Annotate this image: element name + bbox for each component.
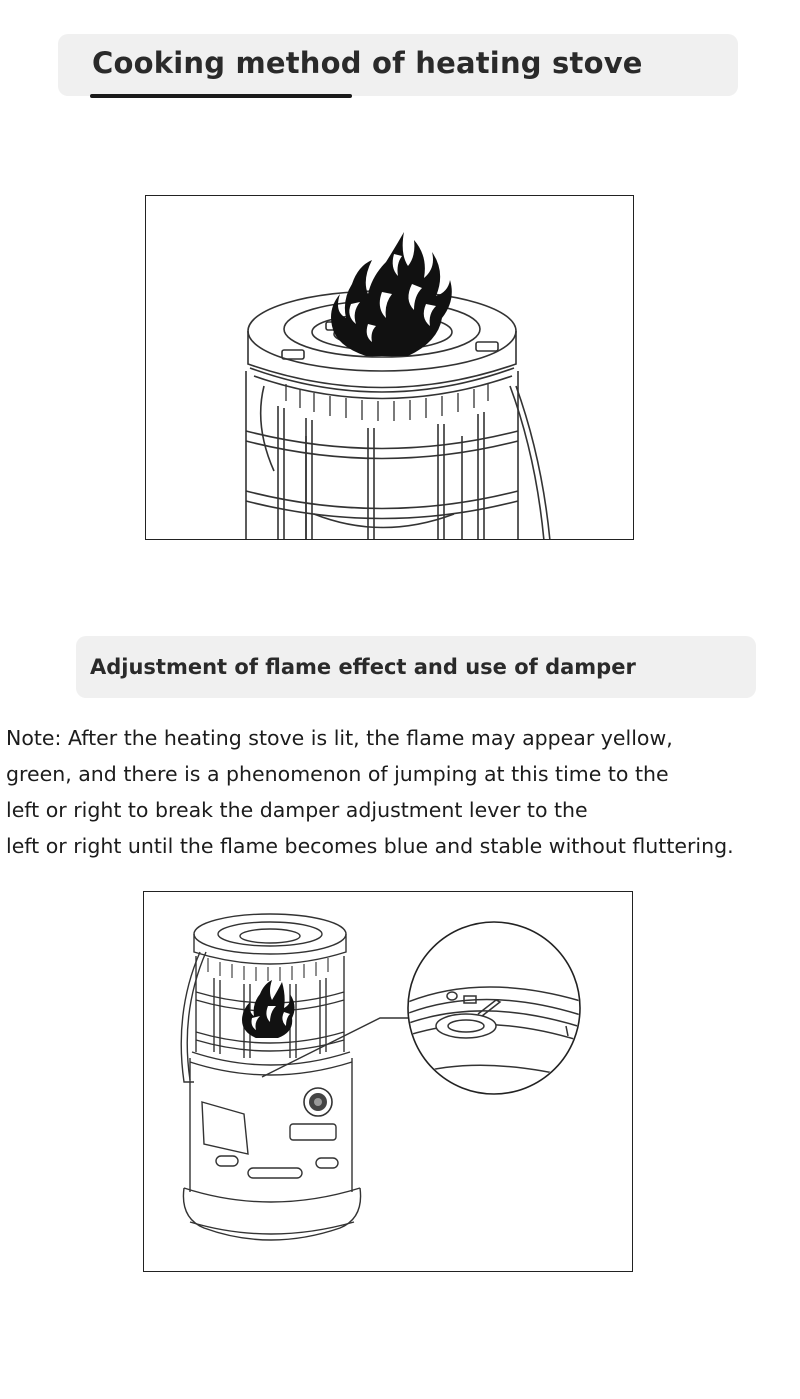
section-header-cooking — [58, 34, 738, 96]
control-knob-icon — [304, 1088, 332, 1116]
section-title-cooking: Cooking method of heating stove — [92, 46, 643, 80]
stove-top-illustration — [146, 196, 634, 540]
section-header-damper — [76, 636, 756, 698]
stove-top-figure — [145, 195, 634, 540]
stove-full-illustration — [144, 892, 633, 1272]
stove-damper-figure — [143, 891, 633, 1272]
damper-lever-detail — [406, 922, 584, 1094]
section-title-damper: Adjustment of flame effect and use of damper — [90, 655, 636, 679]
note-line: left or right until the flame becomes blue and stable without fluttering. — [6, 834, 734, 858]
note-paragraph — [6, 720, 800, 864]
note-line: left or right to break the damper adjustment lever to the — [6, 798, 588, 822]
note-line: green, and there is a phenomenon of jumping at this time to the — [6, 762, 669, 786]
note-line: Note: After the heating stove is lit, the flame may appear yellow, — [6, 726, 673, 750]
flame-icon — [331, 232, 452, 356]
title-underline — [90, 94, 352, 98]
